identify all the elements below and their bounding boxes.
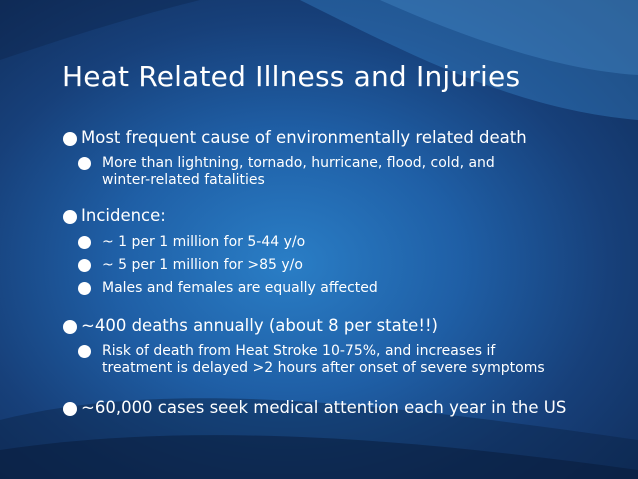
sub-bullet-text: ~ 1 per 1 million for 5-44 y/o: [102, 234, 306, 250]
bullet-text: ~60,000 cases seek medical attention each year in the US: [81, 398, 567, 417]
bullet-icon: [63, 402, 77, 416]
sub-bullet-text: treatment is delayed >2 hours after onset of severe symptoms: [102, 360, 545, 376]
sub-bullet-text: winter-related fatalities: [102, 172, 265, 188]
bullet-text: Most frequent cause of environmentally related death: [81, 128, 527, 147]
bullet-icon: [63, 210, 77, 224]
bullet-icon: [78, 259, 91, 272]
bullet-text: ~400 deaths annually (about 8 per state!!): [81, 316, 438, 335]
bullet-text: Incidence:: [81, 206, 166, 225]
bullet-icon: [63, 320, 77, 334]
sub-bullet-text: ~ 5 per 1 million for >85 y/o: [102, 257, 303, 273]
bullet-icon: [78, 236, 91, 249]
sub-bullet-text: Males and females are equally affected: [102, 280, 378, 296]
bullet-icon: [78, 157, 91, 170]
sub-bullet-text: More than lightning, tornado, hurricane, flood, cold, and: [102, 155, 495, 171]
slide-title: Heat Related Illness and Injuries: [62, 60, 521, 93]
bullet-icon: [78, 282, 91, 295]
bullet-icon: [63, 132, 77, 146]
sub-bullet-text: Risk of death from Heat Stroke 10-75%, and increases if: [102, 343, 496, 359]
bullet-icon: [78, 345, 91, 358]
